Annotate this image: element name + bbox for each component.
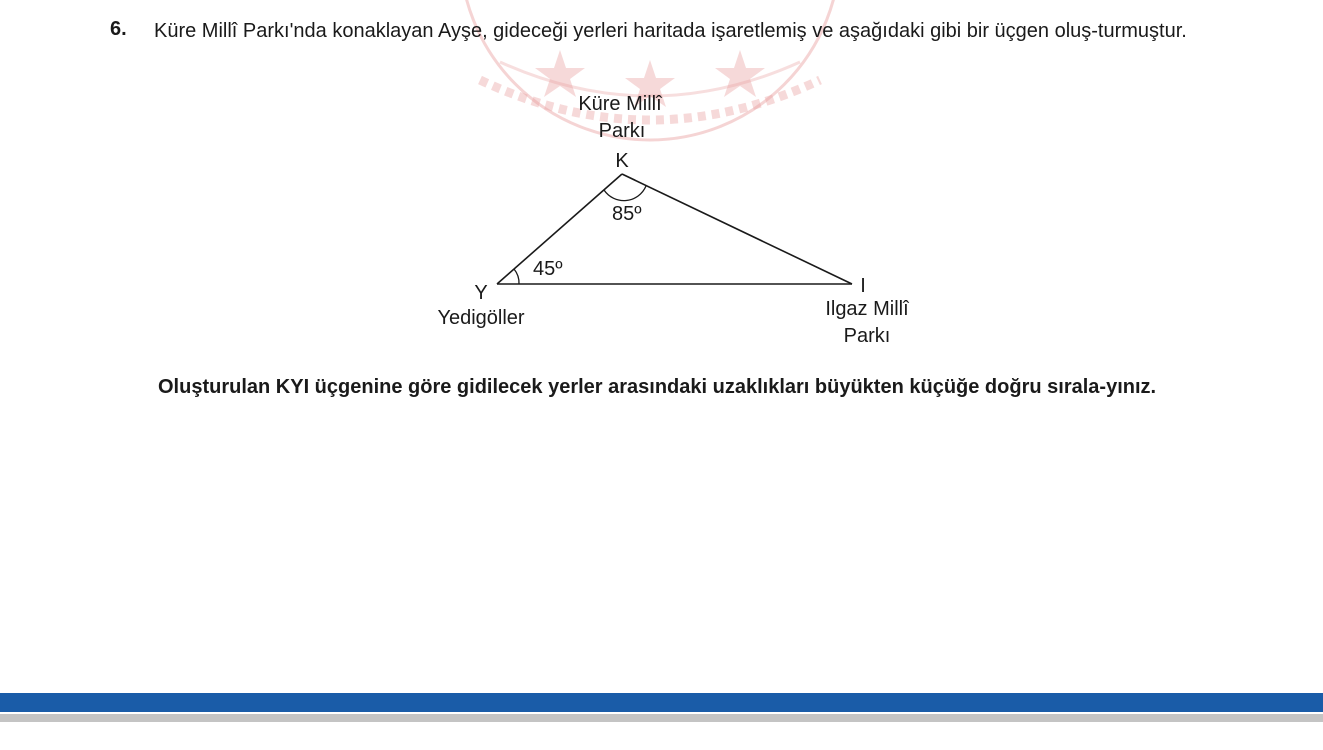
vertex-i-letter: I xyxy=(860,275,866,297)
angle-arc-y xyxy=(514,269,519,284)
footer-blue-bar xyxy=(0,693,1323,712)
vertex-i-place-line2: Parkı xyxy=(843,325,891,347)
angle-arc-k xyxy=(604,186,646,201)
task-instruction: Oluşturulan KYI üçgenine göre gidilecek yerler arasındaki uzaklıkları büyükten küçüğe doğru sırala-yınız. xyxy=(158,376,1157,398)
vertex-k-letter: K xyxy=(615,150,629,172)
vertex-y-letter: Y xyxy=(474,282,488,304)
angle-label-k: 85º xyxy=(612,203,642,225)
footer-gray-bar xyxy=(0,714,1323,722)
vertex-y-place: Yedigöller xyxy=(437,307,525,329)
vertex-k-place-line1: Küre Millî xyxy=(578,93,662,115)
question-text: Küre Millî Parkı'nda konaklayan Ayşe, gideceği yerleri haritada işaretlemiş ve aşağıdaki gibi bir üçgen oluş-turmuştur. xyxy=(154,20,1187,42)
question-number: 6. xyxy=(110,18,127,40)
angle-label-y: 45º xyxy=(533,258,563,280)
side-ki xyxy=(622,174,852,284)
vertex-i-place-line1: Ilgaz Millî xyxy=(825,298,909,320)
triangle-diagram xyxy=(0,0,1323,360)
vertex-k-place-line2: Parkı xyxy=(598,120,646,142)
